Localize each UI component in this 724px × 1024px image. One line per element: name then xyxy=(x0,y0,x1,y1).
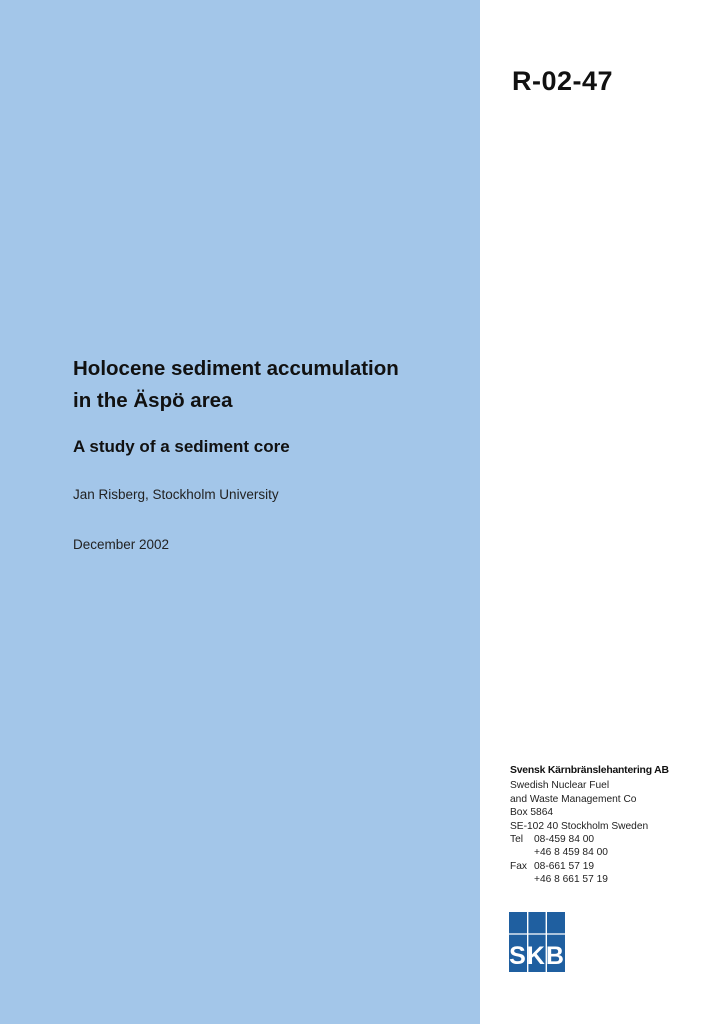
report-number: R-02-47 xyxy=(512,66,614,96)
fax-international: +46 8 661 57 19 xyxy=(534,874,608,886)
fax-row xyxy=(510,860,710,873)
publisher-block xyxy=(510,764,710,887)
telephone-international: +46 8 459 84 00 xyxy=(534,847,608,859)
publisher-address-box: Box 5864 xyxy=(510,807,554,819)
skb-logo-text: SKB xyxy=(509,942,565,970)
report-date: December 2002 xyxy=(73,537,170,552)
report-title xyxy=(73,353,473,417)
report-title-line-1: Holocene sediment accumulation xyxy=(73,357,399,380)
report-title-line-2: in the Äspö area xyxy=(73,389,233,412)
telephone-row xyxy=(510,833,710,846)
publisher-line: Swedish Nuclear Fuel xyxy=(510,780,610,792)
telephone-national: 08-459 84 00 xyxy=(534,834,595,846)
publisher-name: Svensk Kärnbränslehantering AB xyxy=(510,765,669,776)
fax-national: 08-661 57 19 xyxy=(534,860,595,872)
report-author: Jan Risberg, Stockholm University xyxy=(73,487,279,502)
publisher-line: and Waste Management Co xyxy=(510,793,637,805)
publisher-address-city: SE-102 40 Stockholm Sweden xyxy=(510,820,649,832)
telephone-label: Tel xyxy=(510,834,524,846)
fax-label: Fax xyxy=(510,860,527,872)
report-subtitle: A study of a sediment core xyxy=(73,437,290,456)
skb-logo xyxy=(509,912,565,972)
